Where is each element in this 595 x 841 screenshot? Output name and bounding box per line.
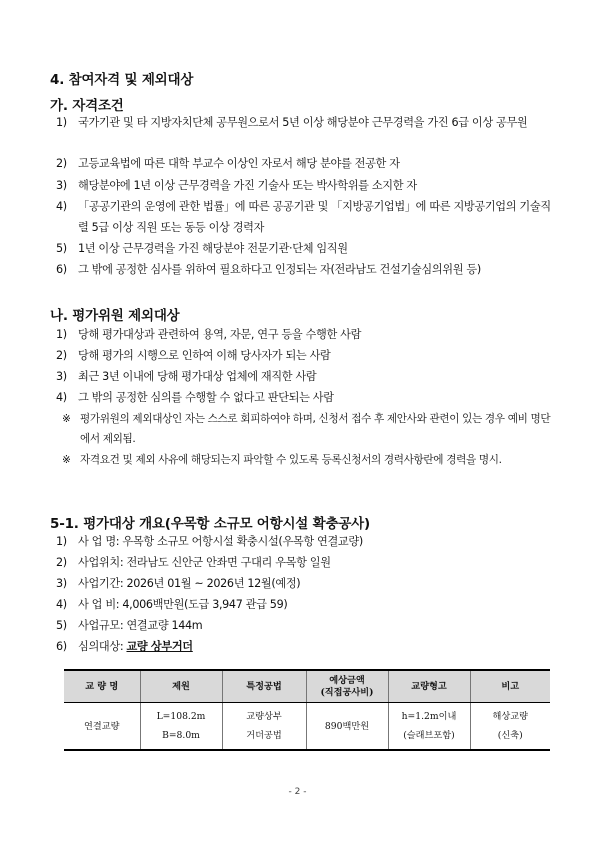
item-text: 당해 평가대상과 관련하여 용역, 자문, 연구 등을 수행한 사람 [78,328,362,341]
section-4-title: 4. 참여자격 및 제외대상 [50,72,194,88]
exclusion-note-2 [62,451,556,471]
cell-spec [140,703,222,751]
review-target-value: 교량 상부거더 [126,640,193,653]
exclusions-title: 나. 평가위원 제외대상 [50,308,180,324]
page-number: - 2 - [288,787,307,797]
item-number: 3) [56,370,67,383]
qualification-item-3 [56,176,556,197]
item-text: 그 밖의 공정한 심의를 수행할 수 없다고 판단되는 사람 [78,391,334,404]
overview-item-1 [56,532,556,553]
item-number: 4) [56,391,67,404]
cell-height-line-1: h=1.2m이내 [401,711,457,722]
cell-spec-line-2: B=8.0m [162,730,200,741]
cell-spec-line-1: L=108.2m [156,711,206,722]
cell-bridge-name: 연결교량 [64,703,140,751]
note-text: 자격요건 및 제외 사유에 해당되는지 파악할 수 있도록 등록신청서의 경력사항란에 경력을 명시. [80,454,502,466]
item-text: 그 밖에 공정한 심사를 위하여 필요하다고 인정되는 자(전라남도 건설기술심의위원 등) [78,263,481,276]
note-mark: ※ [62,413,71,425]
qualification-item-1 [56,113,556,134]
item-text: 당해 평가의 시행으로 인하여 이해 당사자가 되는 사람 [78,349,331,362]
cell-cost: 890백만원 [306,703,388,751]
item-text: 사업기간: 2026년 01월 ~ 2026년 12월(예정) [78,577,301,590]
header-method: 특정공법 [222,670,306,703]
item-text: 「공공기관의 운영에 관한 법률」에 따른 공공기관 및 「지방공기업법」에 따른 지방공기업의 기술직렬 5급 이상 직원 또는 동등 이상 경력자 [78,200,551,234]
exclusion-item-3 [56,367,556,388]
header-note: 비고 [470,670,550,703]
table-header-row [64,670,550,703]
item-number: 6) [56,263,67,276]
header-cost-line-2: (직접공사비) [320,686,374,698]
qualification-item-6 [56,260,556,281]
item-number: 1) [56,328,67,341]
item-number: 3) [56,577,67,590]
item-text: 사업규모: 연결교량 144m [78,619,203,632]
qualification-item-5 [56,239,556,260]
overview-item-3 [56,574,556,595]
item-number: 2) [56,349,67,362]
overview-item-4 [56,595,556,616]
item-text: 사업위치: 전라남도 신안군 안좌면 구대리 우목항 일원 [78,556,331,569]
section-5-1-title: 5-1. 평가대상 개요(우목항 소규모 어항시설 확충공사) [50,516,370,532]
item-number: 4) [56,598,67,611]
cell-note-line-1: 해상교량 [492,711,528,722]
header-cost [306,670,388,703]
cell-method [222,703,306,751]
item-text: 사 업 명: 우목항 소규모 어항시설 확충시설(우목항 연결교량) [78,535,363,548]
cell-note-line-2: (신축) [497,730,523,741]
exclusion-item-1 [56,325,556,346]
item-number: 5) [56,619,67,632]
item-number: 5) [56,242,67,255]
item-number: 2) [56,157,67,170]
overview-item-2 [56,553,556,574]
exclusion-item-4 [56,388,556,409]
bridge-spec-table [64,669,550,751]
item-label: 심의대상: [78,640,127,653]
item-text: 국가기관 및 타 지방자치단체 공무원으로서 5년 이상 해당분야 근무경력을 가진 6급 이상 공무원 [78,116,528,129]
item-text: 사 업 비: 4,006백만원(도급 3,947 관급 59) [78,598,288,611]
overview-item-5 [56,616,556,637]
cell-note [470,703,550,751]
item-number: 6) [56,640,67,653]
item-text: 최근 3년 이내에 당해 평가대상 업체에 재직한 사람 [78,370,317,383]
qualification-item-4 [56,197,556,238]
exclusion-item-2 [56,346,556,367]
item-number: 1) [56,116,67,129]
item-text: 1년 이상 근무경력을 가진 해당분야 전문기관·단체 임직원 [78,242,348,255]
item-number: 1) [56,535,67,548]
item-number: 2) [56,556,67,569]
item-number: 4) [56,200,67,213]
qualifications-title: 가. 자격조건 [50,98,124,114]
header-bridge-name: 교 량 명 [64,670,140,703]
exclusion-note-1 [62,410,556,449]
cell-method-line-2: 거더공법 [246,730,282,741]
note-text: 평가위원의 제외대상인 자는 스스로 회피하여야 하며, 신청서 접수 후 제안사와 관련이 있는 경우 예비 명단에서 제외됨. [80,413,551,445]
header-height: 교량형고 [388,670,470,703]
note-mark: ※ [62,454,71,466]
qualification-item-2 [56,154,556,175]
header-cost-line-1: 예상금액 [329,674,365,686]
cell-method-line-1: 교량상부 [246,711,282,722]
cell-height [388,703,470,751]
header-spec: 제원 [140,670,222,703]
cell-height-line-2: (슬래브포함) [403,730,455,741]
item-number: 3) [56,179,67,192]
overview-item-6 [56,637,556,658]
table-row [64,703,550,751]
item-text: 해당분야에 1년 이상 근무경력을 가진 기술사 또는 박사학위를 소지한 자 [78,179,417,192]
item-text: 고등교육법에 따른 대학 부교수 이상인 자로서 해당 분야를 전공한 자 [78,157,400,170]
